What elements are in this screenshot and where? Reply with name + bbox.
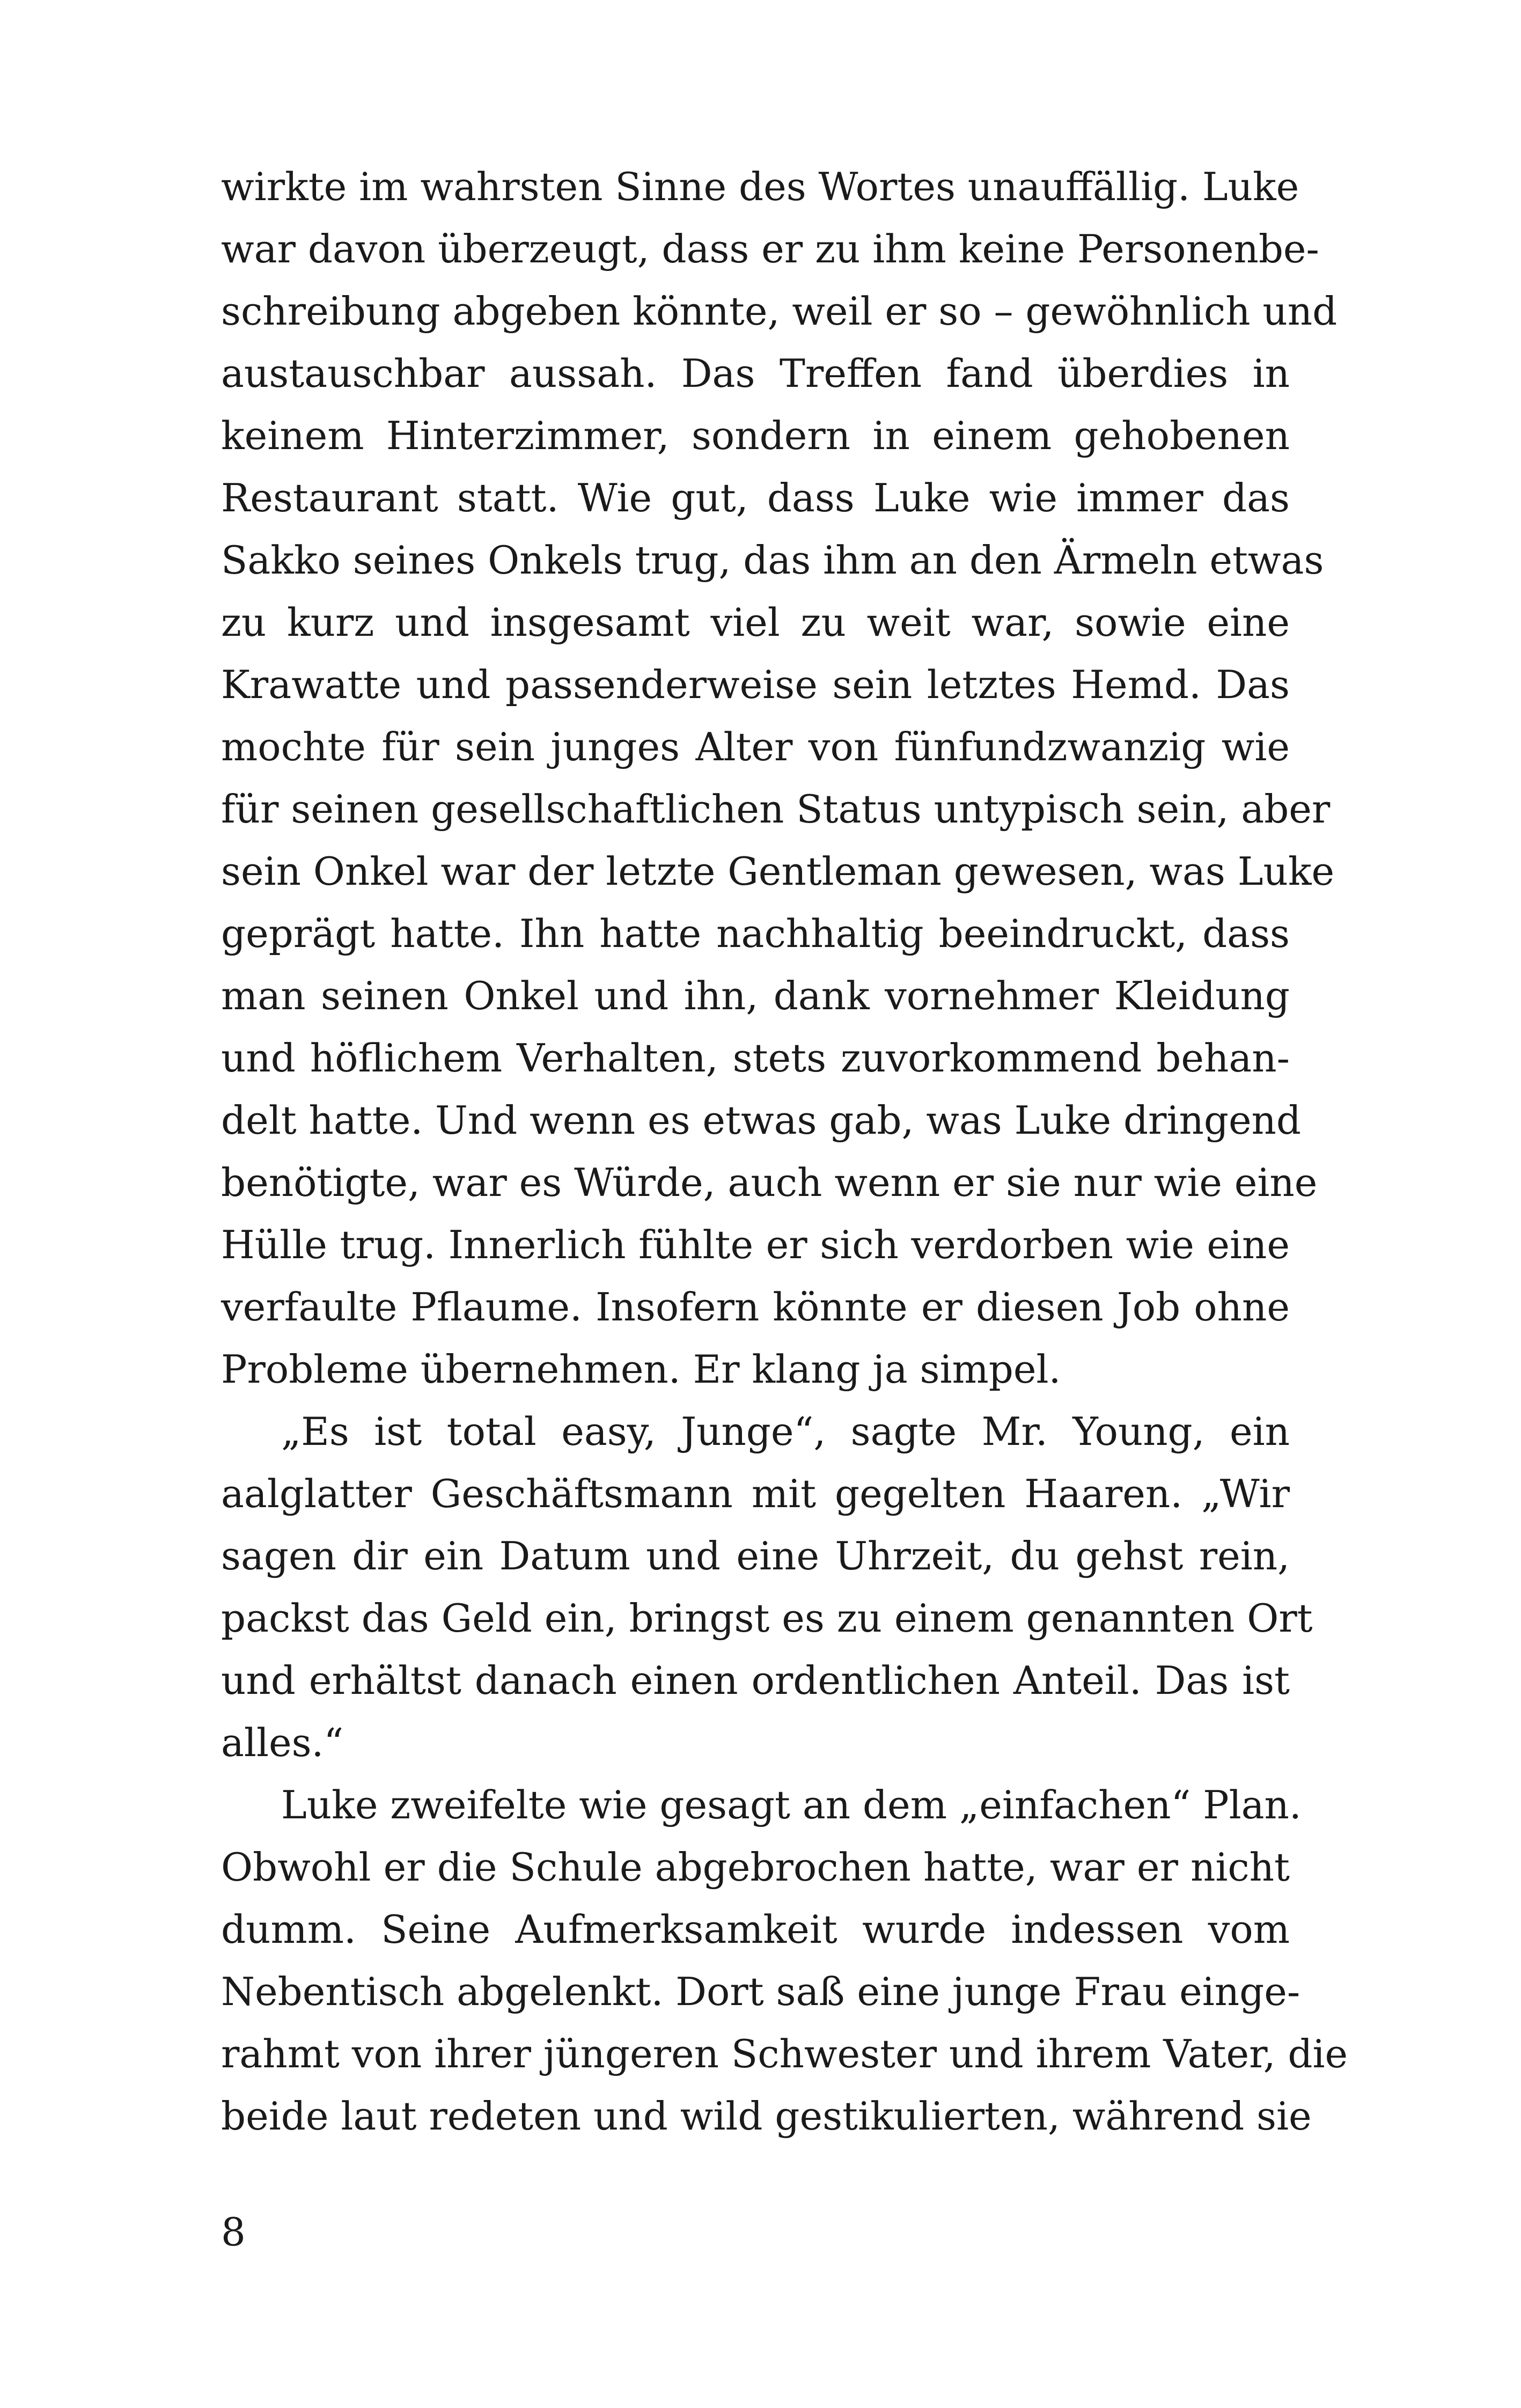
text-line: wirkte im wahrsten Sinne des Wortes unauffällig. Luke xyxy=(221,164,1299,209)
text-line: benötigte, war es Würde, auch wenn er sie nur wie eine xyxy=(221,1160,1318,1205)
text-line: Krawatte und passenderweise sein letztes Hemd. Das xyxy=(221,662,1290,707)
text-line: Sakko seines Onkels trug, das ihm an den Ärmeln etwas xyxy=(221,538,1324,583)
text-line: man seinen Onkel und ihn, dank vornehmer Kleidung xyxy=(221,973,1290,1018)
text-line: rahmt von ihrer jüngeren Schwester und ihrem Vater, die xyxy=(221,2031,1348,2076)
text-line: beide laut redeten und wild gestikulierten, während sie xyxy=(221,2094,1312,2139)
text-line: für seinen gesellschaftlichen Status untypisch sein, aber xyxy=(221,787,1331,832)
text-line: aalglatter Geschäftsmann mit gegelten Haaren. „Wir xyxy=(221,1471,1290,1516)
text-line: alles.“ xyxy=(221,1720,344,1765)
text-line: war davon überzeugt, dass er zu ihm keine Personenbe- xyxy=(221,226,1319,271)
text-line: und erhältst danach einen ordentlichen Anteil. Das ist xyxy=(221,1658,1290,1703)
text-line: Restaurant statt. Wie gut, dass Luke wie immer das xyxy=(221,475,1290,520)
body-text xyxy=(221,156,1348,2147)
text-line: zu kurz und insgesamt viel zu weit war, sowie eine xyxy=(221,600,1290,645)
text-line: geprägt hatte. Ihn hatte nachhaltig beeindruckt, dass xyxy=(221,911,1290,956)
text-line: sagen dir ein Datum und eine Uhrzeit, du gehst rein, xyxy=(221,1533,1290,1579)
text-line: mochte für sein junges Alter von fünfundzwanzig wie xyxy=(221,724,1290,769)
text-line: Obwohl er die Schule abgebrochen hatte, war er nicht xyxy=(221,1845,1290,1890)
text-line: packst das Geld ein, bringst es zu einem genannten Ort xyxy=(221,1596,1313,1641)
text-line: sein Onkel war der letzte Gentleman gewesen, was Luke xyxy=(221,849,1335,894)
text-line: keinem Hinterzimmer, sondern in einem gehobenen xyxy=(221,413,1290,458)
text-line: dumm. Seine Aufmerksamkeit wurde indessen vom xyxy=(221,1907,1290,1952)
text-line: delt hatte. Und wenn es etwas gab, was Luke dringend xyxy=(221,1098,1302,1143)
text-line: Hülle trug. Innerlich fühlte er sich verdorben wie eine xyxy=(221,1222,1290,1267)
text-line: schreibung abgeben könnte, weil er so – gewöhnlich und xyxy=(221,289,1338,334)
page-number: 8 xyxy=(221,2209,246,2255)
text-line: Nebentisch abgelenkt. Dort saß eine junge Frau einge- xyxy=(221,1969,1300,2014)
text-line: austauschbar aussah. Das Treffen fand überdies in xyxy=(221,351,1290,396)
text-line: Probleme übernehmen. Er klang ja simpel. xyxy=(221,1347,1061,1392)
text-line: verfaulte Pflaume. Insofern könnte er diesen Job ohne xyxy=(221,1284,1290,1330)
text-line: und höflichem Verhalten, stets zuvorkommend behan- xyxy=(221,1036,1290,1081)
text-line: „Es ist total easy, Junge“, sagte Mr. Young, ein xyxy=(281,1409,1290,1454)
text-line: Luke zweifelte wie gesagt an dem „einfachen“ Plan. xyxy=(281,1782,1302,1827)
